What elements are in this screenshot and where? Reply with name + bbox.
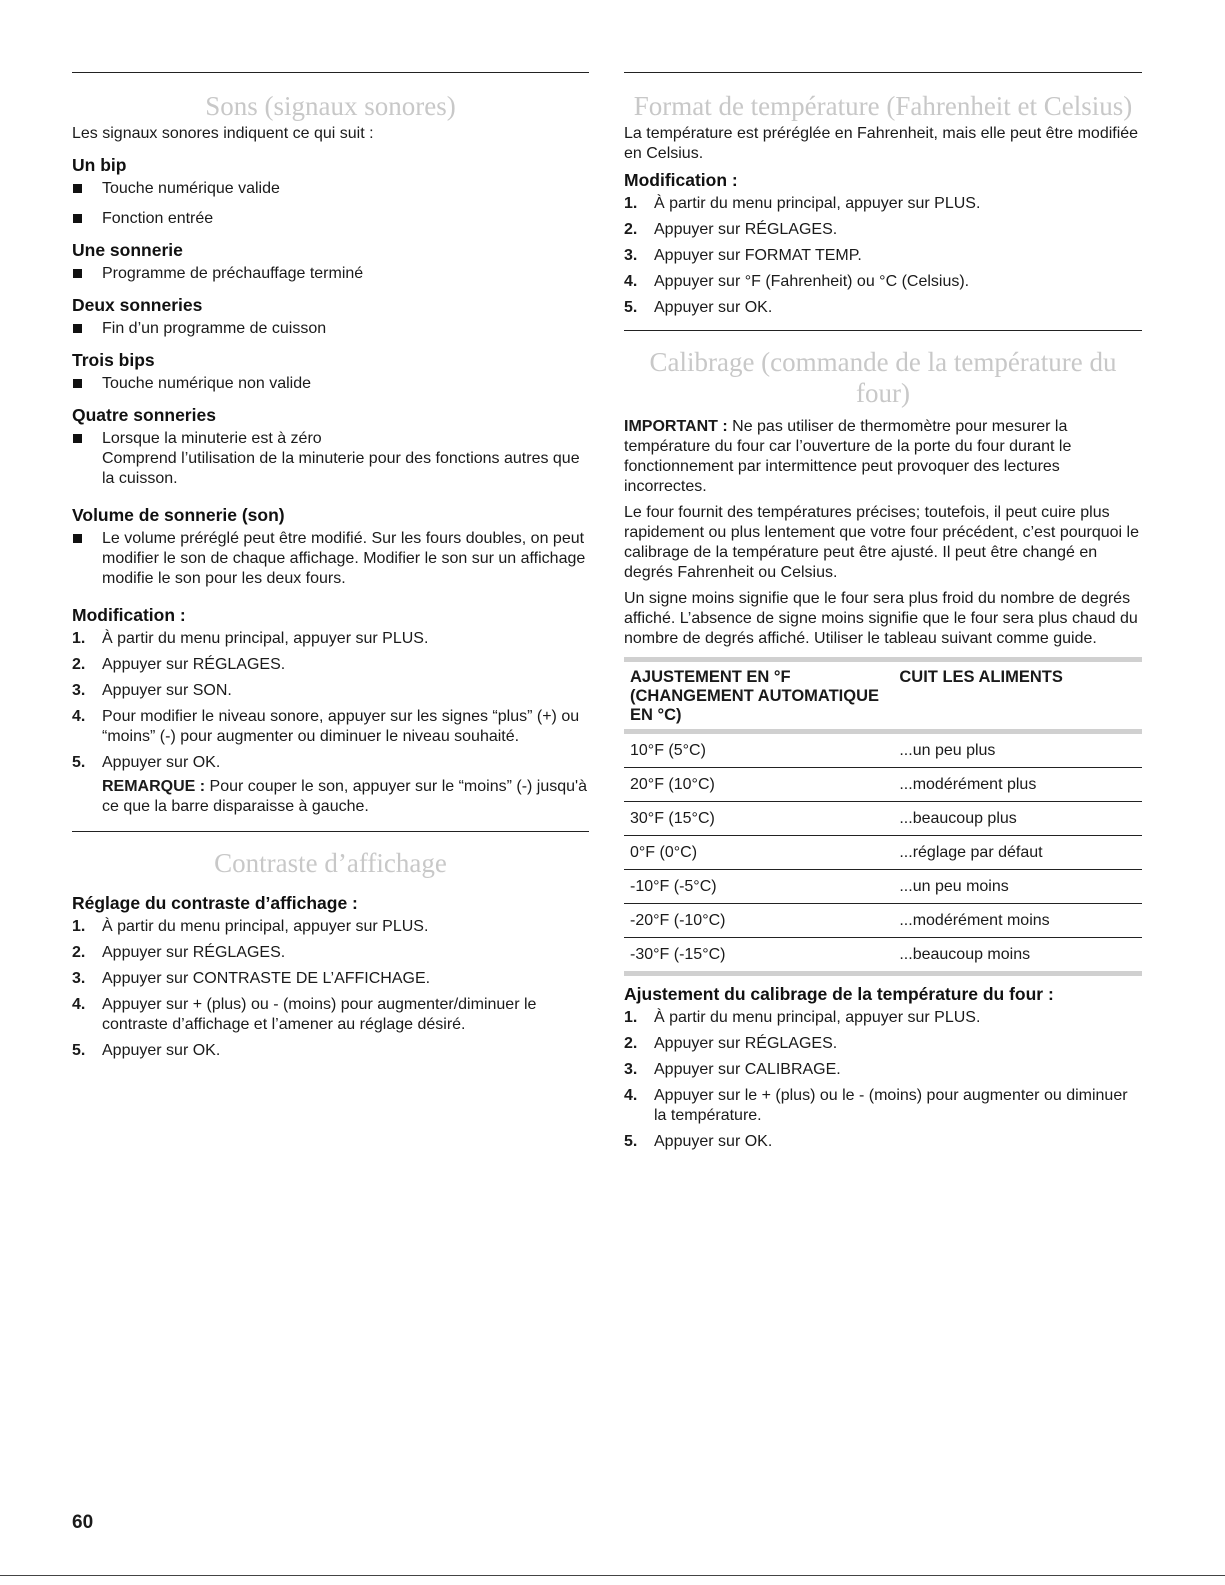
note-text: Pour couper le son, appuyer sur le “moins” (-) jusqu'à ce que la barre disparaisse à gauche.: [102, 778, 587, 815]
bullet-text: Touche numérique valide: [102, 180, 280, 197]
step-number: 3.: [624, 1061, 638, 1078]
section-title-format: Format de température (Fahrenheit et Celsius): [633, 91, 1133, 121]
format-modification-heading: Modification :: [624, 170, 738, 190]
step-number: 3.: [72, 970, 86, 987]
step-text: Pour modifier le niveau sonore, appuyer sur les signes “plus” (+) ou “moins” (-) pour augmenter ou diminuer le niveau souhaité.: [102, 708, 580, 745]
bullet-text: Lorsque la minuterie est à zéro Comprend l’utilisation de la minuterie pour des fonctions autres que la cuisson.: [102, 430, 580, 487]
step-number: 4.: [624, 273, 638, 290]
step-item: [72, 969, 589, 989]
step-item: [72, 943, 589, 963]
bullet-square-icon: [73, 434, 82, 443]
bullet-list: [72, 319, 589, 339]
step-text: Appuyer sur RÉGLAGES.: [654, 1035, 838, 1052]
sons-group-heading: Une sonnerie: [72, 240, 183, 260]
table-cell-adjustment: 20°F (10°C): [624, 768, 893, 802]
step-text: Appuyer sur °F (Fahrenheit) ou °C (Celsius).: [654, 273, 970, 290]
calibration-table: [624, 657, 1142, 976]
sons-group-heading: Un bip: [72, 155, 127, 175]
bullet-square-icon: [73, 184, 82, 193]
step-text: Appuyer sur SON.: [102, 682, 232, 699]
step-text: Appuyer sur RÉGLAGES.: [102, 656, 286, 673]
table-row: [624, 836, 1142, 870]
bullet-square-icon: [73, 214, 82, 223]
table-row: [624, 938, 1142, 974]
calibrage-steps: [624, 1008, 1142, 1152]
left-column: [72, 72, 589, 1067]
bullet-list: [72, 264, 589, 284]
step-item: [624, 272, 1142, 292]
table-cell-adjustment: 0°F (0°C): [624, 836, 893, 870]
bullet-list: [72, 529, 589, 589]
step-text: À partir du menu principal, appuyer sur PLUS.: [102, 918, 429, 935]
calibration-table-body: [624, 732, 1142, 974]
table-cell-effect: ...beaucoup moins: [893, 938, 1142, 974]
step-text: Appuyer sur + (plus) ou - (moins) pour augmenter/diminuer le contraste d’affichage et l’amener au réglage désiré.: [102, 996, 537, 1033]
table-cell-effect: ...modérément moins: [893, 904, 1142, 938]
step-item: [72, 995, 589, 1035]
step-text: Appuyer sur OK.: [654, 1133, 773, 1150]
table-cell-adjustment: -30°F (-15°C): [624, 938, 893, 974]
step-item: [624, 1008, 1142, 1028]
step-text: Appuyer sur le + (plus) ou le - (moins) pour augmenter ou diminuer la température.: [654, 1087, 1128, 1124]
step-item: [624, 220, 1142, 240]
bullet-text: Fonction entrée: [102, 210, 214, 227]
sons-groups: [72, 155, 589, 589]
step-text: Appuyer sur FORMAT TEMP.: [654, 247, 862, 264]
note-label: REMARQUE :: [102, 778, 206, 795]
step-text: Appuyer sur OK.: [102, 754, 221, 771]
table-cell-effect: ...modérément plus: [893, 768, 1142, 802]
sons-group-heading: Quatre sonneries: [72, 405, 216, 425]
section-rule: [624, 72, 1142, 73]
step-item: [72, 1041, 589, 1061]
step-item: [72, 753, 589, 773]
bullet-square-icon: [73, 269, 82, 278]
table-header-effect: CUIT LES ALIMENTS: [899, 668, 1063, 686]
bullet-square-icon: [73, 379, 82, 388]
step-item: [72, 629, 589, 649]
step-number: 4.: [72, 996, 86, 1013]
bullet-text: Touche numérique non valide: [102, 375, 312, 392]
bullet-item: [72, 374, 589, 394]
table-header-adjustment: AJUSTEMENT EN °F (CHANGEMENT AUTOMATIQUE EN °C): [630, 668, 880, 724]
bullet-item: [72, 429, 589, 489]
step-text: Appuyer sur CALIBRAGE.: [654, 1061, 841, 1078]
step-number: 5.: [72, 754, 86, 771]
step-item: [624, 194, 1142, 214]
bullet-item: [72, 319, 589, 339]
section-rule: [72, 72, 589, 73]
step-item: [624, 1132, 1142, 1152]
table-row: [624, 904, 1142, 938]
step-number: 4.: [624, 1087, 638, 1104]
bullet-item: [72, 179, 589, 199]
bullet-item: [72, 264, 589, 284]
section-rule: [624, 330, 1142, 331]
sons-steps: [72, 629, 589, 773]
step-number: 2.: [624, 1035, 638, 1052]
sons-group-heading: Deux sonneries: [72, 295, 203, 315]
table-cell-effect: ...réglage par défaut: [893, 836, 1142, 870]
bullet-text: Fin d’un programme de cuisson: [102, 320, 327, 337]
contraste-heading: Réglage du contraste d’affichage :: [72, 893, 358, 913]
calibrage-adjust-heading: Ajustement du calibrage de la température du four :: [624, 984, 1054, 1004]
step-number: 3.: [624, 247, 638, 264]
step-text: Appuyer sur RÉGLAGES.: [654, 221, 838, 238]
page-bottom-rule: [0, 1575, 1225, 1576]
step-number: 2.: [72, 656, 86, 673]
step-number: 1.: [72, 630, 86, 647]
table-cell-adjustment: -20°F (-10°C): [624, 904, 893, 938]
table-cell-effect: ...beaucoup plus: [893, 802, 1142, 836]
step-number: 1.: [624, 1009, 638, 1026]
bullet-square-icon: [73, 534, 82, 543]
step-item: [624, 1034, 1142, 1054]
calibrage-para2: Un signe moins signifie que le four sera plus froid du nombre de degrés affiché. L’absence de signe moins signifie que le four sera plus chaud du nombre de degrés affiché. Utiliser le tableau suivant comme guide.: [624, 590, 1138, 647]
right-column: [624, 72, 1142, 1158]
calibrage-important: [624, 417, 1142, 497]
step-item: [72, 917, 589, 937]
step-text: Appuyer sur OK.: [654, 299, 773, 316]
format-intro: La température est préréglée en Fahrenheit, mais elle peut être modifiée en Celsius.: [624, 125, 1139, 162]
section-title-contraste: Contraste d’affichage: [214, 848, 447, 878]
step-number: 5.: [72, 1042, 86, 1059]
step-text: À partir du menu principal, appuyer sur PLUS.: [654, 1009, 981, 1026]
table-cell-adjustment: 30°F (15°C): [624, 802, 893, 836]
step-item: [72, 681, 589, 701]
sons-modification-heading: Modification :: [72, 605, 186, 625]
step-text: À partir du menu principal, appuyer sur PLUS.: [102, 630, 429, 647]
table-row: [624, 802, 1142, 836]
step-item: [72, 707, 589, 747]
table-cell-effect: ...un peu plus: [893, 732, 1142, 768]
section-title-calibrage: Calibrage (commande de la température du four): [649, 347, 1117, 408]
important-text: Ne pas utiliser de thermomètre pour mesurer la température du four car l’ouverture de la porte du four durant le fonctionnement par intermittence peut provoquer des lectures incorrectes.: [624, 418, 1072, 495]
step-number: 3.: [72, 682, 86, 699]
step-number: 1.: [624, 195, 638, 212]
step-number: 1.: [72, 918, 86, 935]
table-row: [624, 768, 1142, 802]
bullet-square-icon: [73, 324, 82, 333]
step-item: [624, 1086, 1142, 1126]
sons-group-heading: Volume de sonnerie (son): [72, 505, 285, 525]
table-header-row: [624, 660, 1142, 732]
section-rule: [72, 831, 589, 832]
bullet-text: Le volume préréglé peut être modifié. Sur les fours doubles, on peut modifier le son de chaque affichage. Modifier le son sur un affichage modifie le son pour les deux fours.: [102, 530, 586, 587]
sons-intro: Les signaux sonores indiquent ce qui suit :: [72, 125, 374, 142]
step-number: 2.: [624, 221, 638, 238]
page-number: 60: [72, 1512, 94, 1533]
table-cell-adjustment: 10°F (5°C): [624, 732, 893, 768]
step-item: [72, 655, 589, 675]
step-text: Appuyer sur RÉGLAGES.: [102, 944, 286, 961]
sons-group-heading: Trois bips: [72, 350, 155, 370]
table-cell-adjustment: -10°F (-5°C): [624, 870, 893, 904]
step-number: 5.: [624, 299, 638, 316]
table-row: [624, 870, 1142, 904]
step-number: 2.: [72, 944, 86, 961]
step-item: [624, 298, 1142, 318]
format-steps: [624, 194, 1142, 318]
bullet-item: [72, 209, 589, 229]
bullet-list: [72, 374, 589, 394]
bullet-item: [72, 529, 589, 589]
important-label: IMPORTANT :: [624, 418, 728, 435]
bullet-text: Programme de préchauffage terminé: [102, 265, 364, 282]
bullet-list: [72, 429, 589, 489]
section-title-sons: Sons (signaux sonores): [205, 91, 456, 121]
table-cell-effect: ...un peu moins: [893, 870, 1142, 904]
step-number: 4.: [72, 708, 86, 725]
step-item: [624, 1060, 1142, 1080]
step-text: À partir du menu principal, appuyer sur PLUS.: [654, 195, 981, 212]
bullet-list: [72, 179, 589, 229]
sons-note: [72, 777, 589, 817]
step-number: 5.: [624, 1133, 638, 1150]
table-row: [624, 732, 1142, 768]
step-text: Appuyer sur CONTRASTE DE L’AFFICHAGE.: [102, 970, 431, 987]
calibrage-para1: Le four fournit des températures précises; toutefois, il peut cuire plus rapidement ou plus lentement que votre four précédent, c’est pourquoi le calibrage de la température peut être ajusté. Il peut être changé en degrés Fahrenheit ou Celsius.: [624, 504, 1139, 581]
contraste-steps: [72, 917, 589, 1061]
step-item: [624, 246, 1142, 266]
step-text: Appuyer sur OK.: [102, 1042, 221, 1059]
